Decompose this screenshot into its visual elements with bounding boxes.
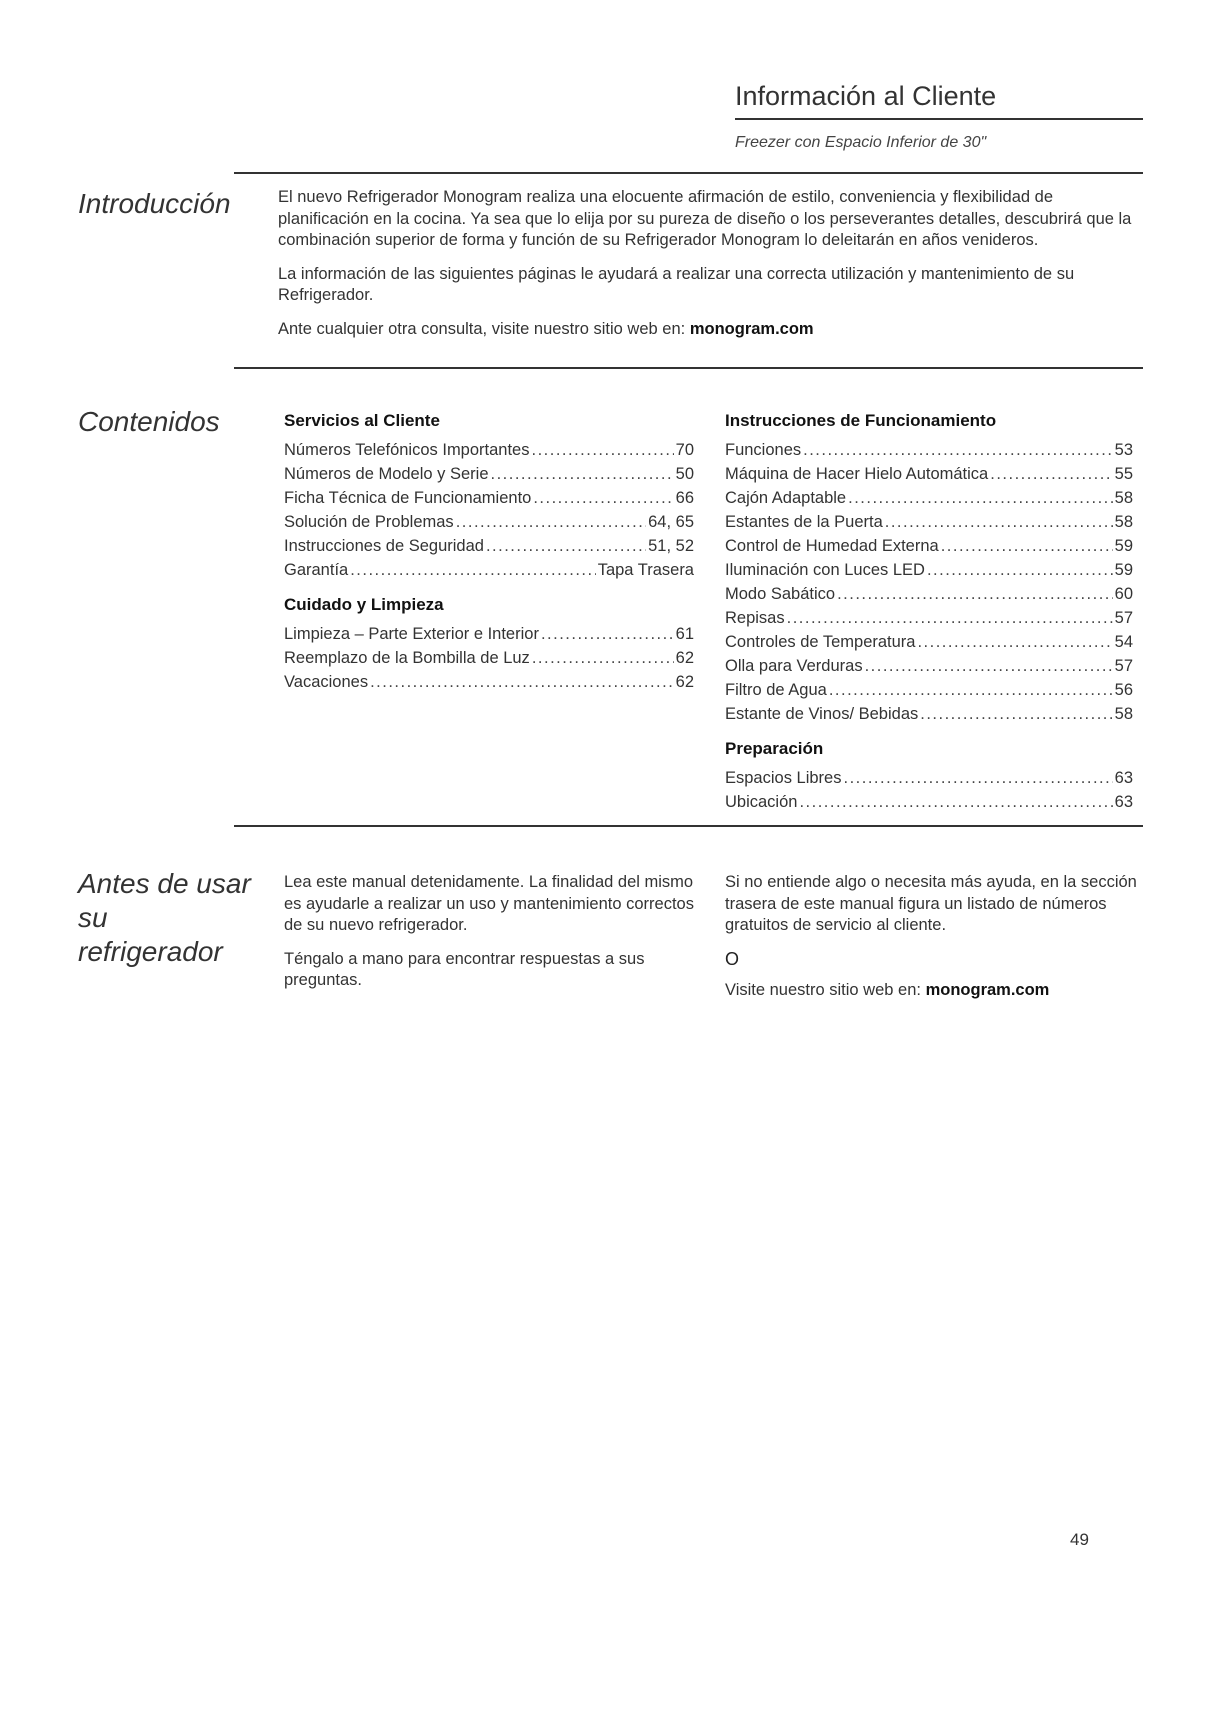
page-number: 49 [1070, 1530, 1089, 1549]
before-use-web-prefix: Visite nuestro sitio web en: [725, 980, 921, 999]
toc-entry[interactable]: Funciones ..... 53 [725, 438, 1133, 462]
intro-paragraph-2: La información de las siguientes páginas le ayudará a realizar una correcta utilización y mantenimiento de su Refrigerador. [278, 264, 1075, 304]
toc-entry[interactable]: Cajón Adaptable ..... 58 [725, 486, 1133, 510]
toc-entry[interactable]: Solución de Problemas ..... 64, 65 [284, 510, 694, 534]
section-divider-contents [234, 825, 1143, 827]
toc-entry[interactable]: Control de Humedad Externa ..... 59 [725, 534, 1133, 558]
before-use-paragraph-2: Téngalo a mano para encontrar respuestas a sus preguntas. [284, 949, 645, 989]
before-use-web-link[interactable]: monogram.com [925, 980, 1050, 999]
contents-heading: Contenidos [78, 406, 220, 437]
toc-group-servicios [284, 410, 694, 582]
toc-heading: Instrucciones de Funcionamiento [725, 411, 997, 430]
toc-group-funcionamiento [725, 410, 1133, 726]
toc-entry[interactable]: Vacaciones ..... 62 [284, 670, 694, 694]
page-header [735, 80, 1143, 152]
intro-heading: Introducción [78, 188, 231, 219]
header-divider [735, 118, 1143, 120]
toc-group-preparacion [725, 738, 1133, 814]
before-use-heading: Antes de usar su refrigerador [78, 868, 251, 967]
section-divider-intro [234, 367, 1143, 369]
toc-entry[interactable]: Estante de Vinos/ Bebidas ..... 58 [725, 702, 1133, 726]
toc-entry[interactable]: Modo Sabático ..... 60 [725, 582, 1133, 606]
contents-left-column [284, 410, 694, 706]
toc-entry[interactable]: Ficha Técnica de Funcionamiento ..... 66 [284, 486, 694, 510]
before-use-right-column [725, 872, 1140, 1013]
toc-entry[interactable]: Ubicación ..... 63 [725, 790, 1133, 814]
before-use-paragraph-3: Si no entiende algo o necesita más ayuda, en la sección trasera de este manual figura un listado de números gratuitos de servicio al cliente. [725, 873, 1137, 934]
toc-heading: Servicios al Cliente [284, 411, 440, 430]
intro-web-link[interactable]: monogram.com [689, 319, 814, 338]
toc-entry[interactable]: Filtro de Agua ..... 56 [725, 678, 1133, 702]
toc-group-cuidado [284, 594, 694, 694]
or-separator: O [725, 948, 740, 969]
toc-entry[interactable]: Espacios Libres ..... 63 [725, 766, 1133, 790]
contents-right-column [725, 410, 1133, 826]
toc-entry[interactable]: Reemplazo de la Bombilla de Luz ..... 62 [284, 646, 694, 670]
intro-paragraph-1: El nuevo Refrigerador Monogram realiza una elocuente afirmación de estilo, conveniencia y flexibilidad de planificación en la cocina. Ya sea que lo elija por su pureza de diseño o los perseverantes detalles, descubrirá que la combinación superior de forma y función de su Refrigerador Monogram lo deleitarán en años venideros. [278, 188, 1132, 249]
toc-entry[interactable]: Números de Modelo y Serie ..... 50 [284, 462, 694, 486]
toc-heading: Cuidado y Limpieza [284, 595, 444, 614]
intro-body [278, 187, 1140, 340]
before-use-left-column [284, 872, 704, 1004]
toc-entry[interactable]: Olla para Verduras ..... 57 [725, 654, 1133, 678]
section-divider-top [234, 172, 1143, 174]
toc-entry[interactable]: Estantes de la Puerta ..... 58 [725, 510, 1133, 534]
toc-entry[interactable]: Repisas ..... 57 [725, 606, 1133, 630]
toc-entry[interactable]: Instrucciones de Seguridad ..... 51, 52 [284, 534, 694, 558]
intro-web-prefix: Ante cualquier otra consulta, visite nuestro sitio web en: [278, 319, 686, 338]
toc-heading: Preparación [725, 739, 824, 758]
toc-entry[interactable]: Números Telefónicos Importantes ..... 70 [284, 438, 694, 462]
toc-entry[interactable]: Máquina de Hacer Hielo Automática ..... 55 [725, 462, 1133, 486]
toc-entry[interactable]: Controles de Temperatura ..... 54 [725, 630, 1133, 654]
toc-entry[interactable]: Iluminación con Luces LED ..... 59 [725, 558, 1133, 582]
toc-entry[interactable]: Garantía ..... Tapa Trasera [284, 558, 694, 582]
page-title: Información al Cliente [735, 81, 997, 111]
before-use-paragraph-1: Lea este manual detenidamente. La finalidad del mismo es ayudarle a realizar un uso y mantenimiento correctos de su nuevo refrigerador. [284, 873, 694, 934]
page-subtitle: Freezer con Espacio Inferior de 30" [735, 134, 987, 151]
toc-entry[interactable]: Limpieza – Parte Exterior e Interior ..... 61 [284, 622, 694, 646]
before-use-web-line [725, 980, 1140, 1002]
intro-web-line [278, 319, 1140, 341]
